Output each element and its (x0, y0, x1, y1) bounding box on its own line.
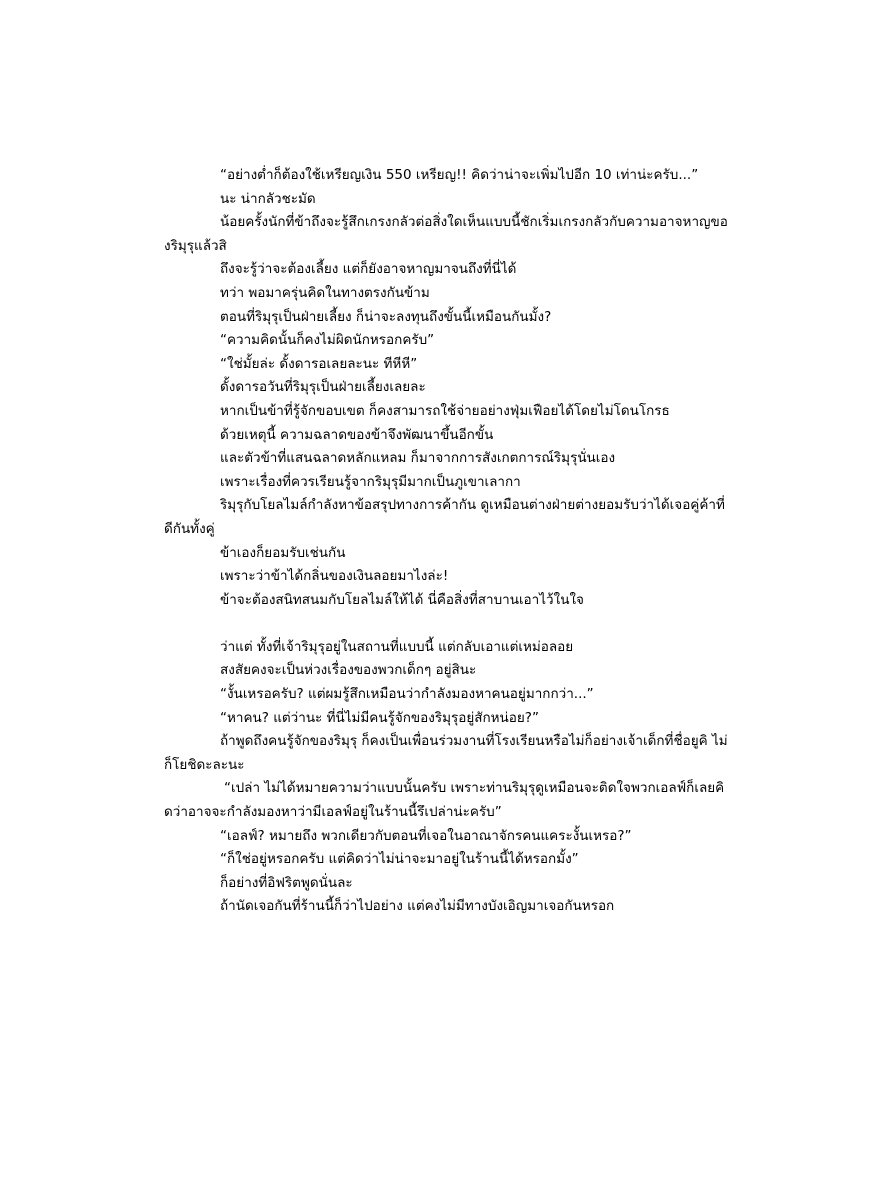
paragraph: ทว่า พอมาครุ่นคิดในทางตรงกันข้าม (220, 284, 430, 301)
paragraph: “หาคน? แต่ว่านะ ที่นี่ไม่มีคนรู้จักของริมุรุอยู่สักหน่อย?” (220, 709, 539, 726)
paragraph: “เปล่า ไม่ได้หมายความว่าแบบนั้นครับ เพราะท่านริมุรุดูเหมือนจะติดใจพวกเอลฟ์ก็เลยคิดว่าอาจจะกำลังมองหาว่ามีเอลฟ์อยู่ในร้านนี้รึเปล่าน่ะครับ” (164, 780, 725, 821)
paragraph: ตอนที่ริมุรุเป็นฝ่ายเลี้ยง ก็น่าจะลงทุนถึงขั้นนี้เหมือนกันมั้ง? (220, 308, 552, 325)
paragraph: ถึงจะรู้ว่าจะต้องเลี้ยง แต่ก็ยังอาจหาญมาจนถึงที่นี่ได้ (220, 261, 517, 278)
paragraph: ว่าแต่ ทั้งที่เจ้าริมุรุอยู่ในสถานที่แบบนี้ แต่กลับเอาแต่เหม่อลอย (220, 638, 574, 655)
paragraph: ก็อย่างที่อิฟริตพูดนั่นละ (220, 874, 353, 891)
paragraph: ข้าเองก็ยอมรับเช่นกัน (220, 544, 346, 561)
paragraph: ถ้าพูดถึงคนรู้จักของริมุรุ ก็คงเป็นเพื่อนร่วมงานที่โรงเรียนหรือไม่ก็อย่างเจ้าเด็กที่ชื่อยูคิ ไม่ก็โยชิดะละนะ (164, 733, 728, 773)
paragraph-spacer (164, 612, 730, 636)
paragraph: “งั้นเหรอครับ? แต่ผมรู้สึกเหมือนว่ากำลังมองหาคนอยู่มากกว่า...” (220, 686, 594, 703)
paragraph: ดั้งดารอวันที่ริมุรุเป็นฝ่ายเลี้ยงเลยละ (220, 379, 426, 396)
paragraph: หากเป็นข้าที่รู้จักขอบเขต ก็คงสามารถใช้จ่ายอย่างฟุ่มเฟือยได้โดยไม่โดนโกรธ (220, 402, 670, 419)
paragraph: ริมุรุกับโยลไมล์กำลังหาข้อสรุปทางการค้ากัน ดูเหมือนต่างฝ่ายต่างยอมรับว่าได้เจอคู่ค้าที่ดีกันทั้งคู่ (164, 497, 725, 537)
body-text (164, 164, 730, 919)
paragraph: และตัวข้าที่แสนฉลาดหลักแหลม ก็มาจากการสังเกตการณ์ริมุรุนั่นเอง (220, 450, 616, 467)
paragraph: “เอลฟ์? หมายถึง พวกเดียวกับตอนที่เจอในอาณาจักรคนแคระงั้นเหรอ?” (220, 827, 632, 844)
paragraph: ด้วยเหตุนี้ ความฉลาดของข้าจึงพัฒนาขึ้นอีกขั้น (220, 426, 494, 443)
paragraph: น้อยครั้งนักที่ข้าถึงจะรู้สึกเกรงกลัวต่อสิ่งใดเห็นแบบนี้ชักเริ่มเกรงกลัวกับความอาจหาญของริมุรุแล้วสิ (164, 214, 728, 254)
paragraph: “ก็ใช่อยู่หรอกครับ แต่คิดว่าไม่น่าจะมาอยู่ในร้านนี้ได้หรอกมั้ง” (220, 851, 579, 868)
paragraph: ข้าจะต้องสนิทสนมกับโยลไมล์ให้ได้ นี่คือสิ่งที่สาบานเอาไว้ในใจ (220, 591, 584, 608)
paragraph: สงสัยคงจะเป็นห่วงเรื่องของพวกเด็กๆ อยู่สินะ (220, 662, 477, 679)
paragraph: เพราะว่าข้าได้กลิ่นของเงินลอยมาไงล่ะ! (220, 568, 449, 585)
paragraph: นะ น่ากลัวชะมัด (220, 190, 316, 207)
paragraph: เพราะเรื่องที่ควรเรียนรู้จากริมุรุมีมากเป็นภูเขาเลากา (220, 473, 521, 490)
paragraph: ถ้านัดเจอกันที่ร้านนี้ก็ว่าไปอย่าง แต่คงไม่มีทางบังเอิญมาเจอกันหรอก (220, 898, 615, 915)
paragraph: “ความคิดนั้นก็คงไม่ผิดนักหรอกครับ” (220, 332, 435, 349)
paragraph: “อย่างต่ำก็ต้องใช้เหรียญเงิน 550 เหรียญ!! คิดว่าน่าจะเพิ่มไปอีก 10 เท่าน่ะครับ...” (220, 167, 699, 183)
paragraph: “ใช่มั้ยล่ะ ดั้งดารอเลยละนะ ทีหีหี” (220, 355, 418, 372)
